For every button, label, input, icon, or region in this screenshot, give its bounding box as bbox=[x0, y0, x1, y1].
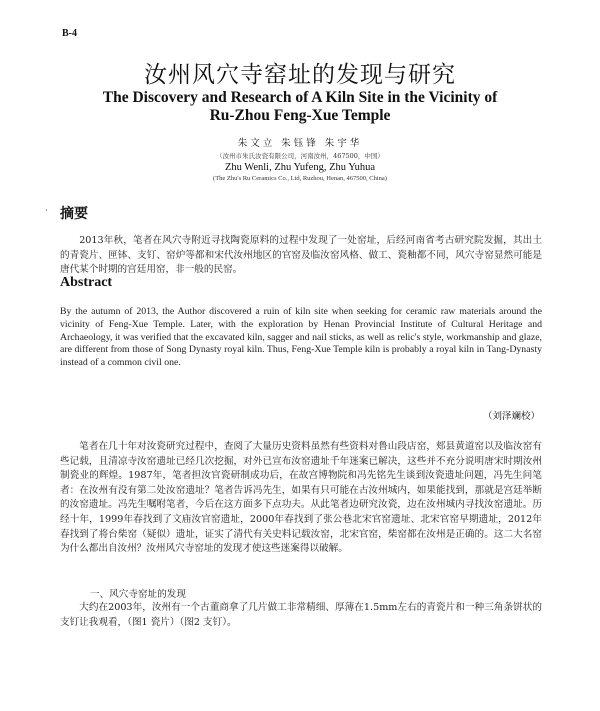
page-code: B-4 bbox=[62, 28, 77, 39]
title-english-line1: The Discovery and Research of A Kiln Site in the Vicinity of bbox=[102, 89, 498, 106]
section-heading: 一、风穴寺窑址的发现 bbox=[90, 589, 186, 600]
body-paragraph-2: 大约在2003年，汝州有一个古董商拿了几片做工非常精细、厚薄在1.5mm左右的青瓷片和一种三角条饼状的支钉让我观看，（图1 瓷片）（图2 支钉）。 bbox=[60, 602, 542, 628]
affiliation-chinese: （汝州市朱氏汝瓷有限公司，河南汝州，467500，中国） bbox=[216, 152, 384, 160]
body-paragraph-1: 笔者在几十年对汝瓷研究过程中，查阅了大量历史资料虽然有些资料对鲁山段店窑，郏县黄道窑以及临汝窑有些记载，且清凉寺汝窑遗址已经几次挖掘，对外已宣布汝窑遗址千年迷案已解决，这些并不充分说明唐宋时期汝州制瓷业的辉煌。1987年，笔者担汝官瓷研制成功后，在故宫博物院和冯先铭先生谈到汝瓷遗址问题，冯先生问笔者：在汝州有没有第二处汝窑遗址？笔者告诉冯先生，如果有只可能在古汝州城内，如果能找到，那就是宫廷举断的汝窑遗址。冯先生嘱咐笔者，今后在这方面多下点功夫。从此笔者边研究汝瓷，边在汝州城内寻找汝窑遗址。历经十年，1999年春找到了文庙汝官窑遗址，2000年春找到了张公巷北宋官窑遗址、北宋官窑早期遗址，2012年春找到了将台柴窑（疑似）遗址，证实了清代有关史料记载汝窑，北宋官窑，柴窑都在汝州是正确的。这二大名窑为什么都出自汝州？汝州风穴寺窑址的发现才使这些迷案得以破解。 bbox=[60, 441, 542, 555]
abstract-chinese: 2013年秋，笔者在风穴寺附近寻找陶瓷原料的过程中发现了一处窑址，后经河南省考古研究院发掘，其出土的青瓷片、匣钵、支钉、窑炉等都和宋代汝州地区的官窑及临汝窑风格、做工、瓷釉都不同，风穴寺窑显然可能是唐代某个时期的宫廷用窑，非一般的民窑。 bbox=[60, 235, 542, 275]
abstract-heading-chinese: 摘要 bbox=[60, 206, 88, 222]
title-english-line2: Ru-Zhou Feng-Xue Temple bbox=[209, 107, 391, 124]
proofreader-note: （刘泽斓校） bbox=[482, 411, 540, 422]
title-chinese: 汝州风穴寺窑址的发现与研究 bbox=[144, 62, 456, 88]
authors-english: Zhu Wenli, Zhu Yufeng, Zhu Yuhua bbox=[224, 162, 376, 173]
abstract-english: By the autumn of 2013, the Author discovered a ruin of kiln site when seeking for ceramic raw materials around the vicinity of Feng-Xue Temple. Later, with the exploration by Henan Provincial Institute of Cultural Heritage and Archaeology, it was verified that the excavated kiln, sagger and nail sticks, as well as relic's style, workmanship and glaze, are different from those of Song Dynasty royal kiln. Thus, Feng-Xue Temple kiln is probably a royal kiln in Tang-Dynasty instead of a common civil one. bbox=[60, 306, 542, 369]
margin-dot: · bbox=[45, 206, 48, 215]
authors-chinese: 朱文立 朱钰锋 朱宇华 bbox=[237, 138, 363, 149]
affiliation-english: (The Zhu's Ru Ceramics Co., Ltd, Ruzhou, Henan, 467500, China) bbox=[213, 175, 387, 182]
abstract-heading-english: Abstract bbox=[60, 275, 113, 290]
title-english bbox=[60, 89, 540, 125]
